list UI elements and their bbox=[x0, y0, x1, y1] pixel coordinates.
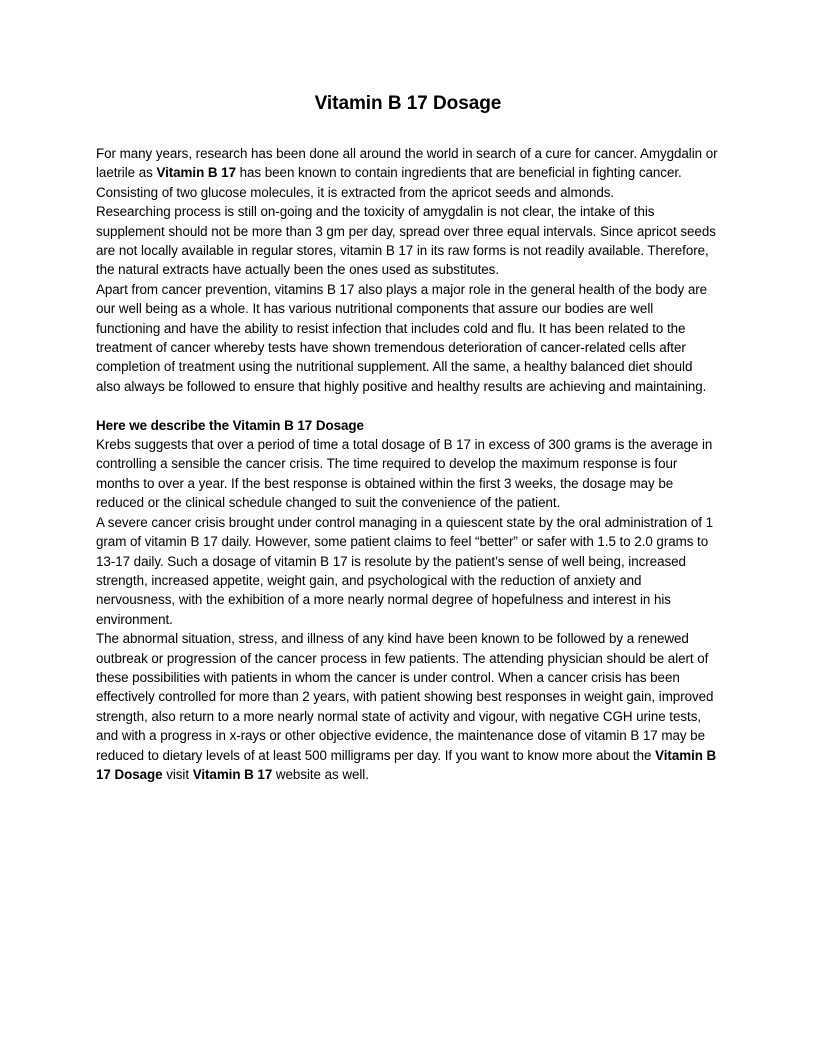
paragraph-maintenance-text-c: visit bbox=[162, 766, 193, 782]
paragraph-krebs: Krebs suggests that over a period of time a total dosage of B 17 in excess of 300 grams is the average in controlling a sensible the cancer crisis. The time required to develop the maximum response is four months to over a year. If the best response is obtained within the first 3 weeks, the dosage may be reduced or the clinical schedule changed to suit the convenience of the patient. bbox=[96, 437, 713, 511]
vitamin-b17-bold-term: Vitamin B 17 bbox=[156, 165, 236, 181]
paragraph-health: Apart from cancer prevention, vitamins B 17 also plays a major role in the general health of the body are our well being as a whole. It has various nutritional components that assure our bodies are well functioning and have the ability to resist infection that includes cold and flu. It has been related to the treatment of cancer whereby tests have shown tremendous deterioration of cancer-related cells after completion of treatment using the nutritional supplement. All the same, a healthy balanced diet should also always be followed to ensure that highly positive and healthy results are achieving and maintaining. bbox=[96, 281, 708, 394]
section-heading: Here we describe the Vitamin B 17 Dosage bbox=[96, 417, 364, 433]
vitamin-b17-website-bold-term: Vitamin B 17 bbox=[192, 766, 273, 782]
paragraph-research: Researching process is still on-going and the toxicity of amygdalin is not clear, the intake of this supplement should not be more than 3 gm per day, spread over three equal intervals. Since apricot seeds are not locally available in regular stores, vitamin B 17 in its raw forms is not readily available. Therefore, the natural extracts have actually been the ones used as substitutes. bbox=[96, 204, 716, 278]
page-title: Vitamin B 17 Dosage bbox=[314, 93, 502, 114]
paragraph-intro bbox=[96, 144, 720, 202]
paragraph-maintenance-text-e: website as well. bbox=[272, 766, 369, 782]
document-page bbox=[96, 92, 720, 784]
paragraph-intro-text-c: has been known to contain ingredients that are beneficial in fighting cancer. Consisting of two glucose molecules, it is extracted from the apricot seeds and almonds. bbox=[96, 165, 682, 200]
paragraph-intro-text-a: For many years, research has been done all around the world in search of a cure for cancer. Amygdalin or laetrile as bbox=[96, 146, 718, 181]
paragraph-gap bbox=[96, 396, 720, 415]
vitamin-b17-dosage-bold-term: Vitamin B 17 Dosage bbox=[96, 747, 717, 782]
paragraph-crisis: A severe cancer crisis brought under control managing in a quiescent state by the oral administration of 1 gram of vitamin B 17 daily. However, some patient claims to feel “better” or safer with 1.5 to 2.0 grams to 13-17 daily. Such a dosage of vitamin B 17 is resolute by the patient’s sense of well being, increased strength, increased appetite, weight gain, and psychological with the reduction of anxiety and nervousness, with the exhibition of a more nearly normal degree of hopefulness and interest in his environment. bbox=[96, 514, 713, 627]
paragraph-maintenance-text-a: The abnormal situation, stress, and illness of any kind have been known to be followed by a renewed outbreak or progression of the cancer process in few patients. The attending physician should be alert of these possibilities with patients in whom the cancer is under control. When a cancer crisis has been effectively controlled for more than 2 years, with patient showing best responses in weight gain, improved strength, also return to a more nearly normal state of activity and vigour, with negative CGH urine tests, and with a progress in x-rays or other objective evidence, the maintenance dose of vitamin B 17 may be reduced to dietary levels of at least 500 milligrams per day. If you want to know more about the bbox=[96, 631, 714, 763]
paragraph-maintenance bbox=[96, 629, 720, 784]
